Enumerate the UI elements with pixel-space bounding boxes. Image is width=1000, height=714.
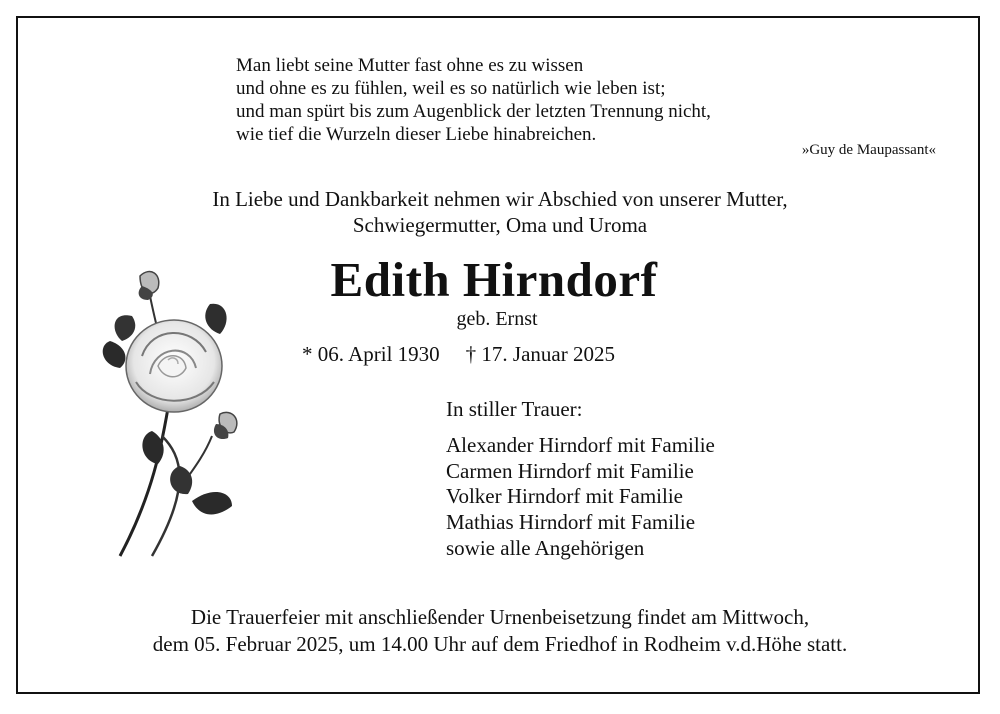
rose-illustration <box>92 256 262 566</box>
ceremony-info <box>0 604 1000 658</box>
deceased-name: Edith Hirndorf <box>330 252 658 307</box>
quote-block <box>236 54 856 146</box>
mourner-entry: Volker Hirndorf mit Familie <box>446 484 683 509</box>
quote-line: Man liebt seine Mutter fast ohne es zu wissen <box>236 55 584 76</box>
quote-line: und man spürt bis zum Augenblick der letzten Trennung nicht, <box>236 101 711 122</box>
mourner-entry: Mathias Hirndorf mit Familie <box>446 510 696 535</box>
intro-line: Schwiegermutter, Oma und Uroma <box>352 213 648 237</box>
mourning-heading: In stiller Trauer: <box>446 397 583 421</box>
intro-line: In Liebe und Dankbarkeit nehmen wir Abschied von unserer Mutter, <box>212 187 788 211</box>
quote-attribution: »Guy de Maupassant« <box>801 142 936 158</box>
ceremony-line: dem 05. Februar 2025, um 14.00 Uhr auf dem Friedhof in Rodheim v.d.Höhe statt. <box>152 632 848 656</box>
mourner-entry: Carmen Hirndorf mit Familie <box>446 458 694 483</box>
mourner-entry: Alexander Hirndorf mit Familie <box>446 433 715 457</box>
birth-date: * 06. April 1930 <box>302 342 440 366</box>
quote-line: und ohne es zu fühlen, weil es so natürlich wie leben ist; <box>236 78 666 99</box>
intro-text <box>0 186 1000 238</box>
life-dates <box>302 342 615 367</box>
death-date: † 17. Januar 2025 <box>465 342 615 366</box>
ceremony-line: Die Trauerfeier mit anschließender Urnenbeisetzung findet am Mittwoch, <box>190 605 810 629</box>
birth-name: geb. Ernst <box>456 308 538 330</box>
mourners-list <box>446 433 715 562</box>
quote-line: wie tief die Wurzeln dieser Liebe hinabreichen. <box>236 124 597 145</box>
mourner-entry: sowie alle Angehörigen <box>446 535 645 560</box>
